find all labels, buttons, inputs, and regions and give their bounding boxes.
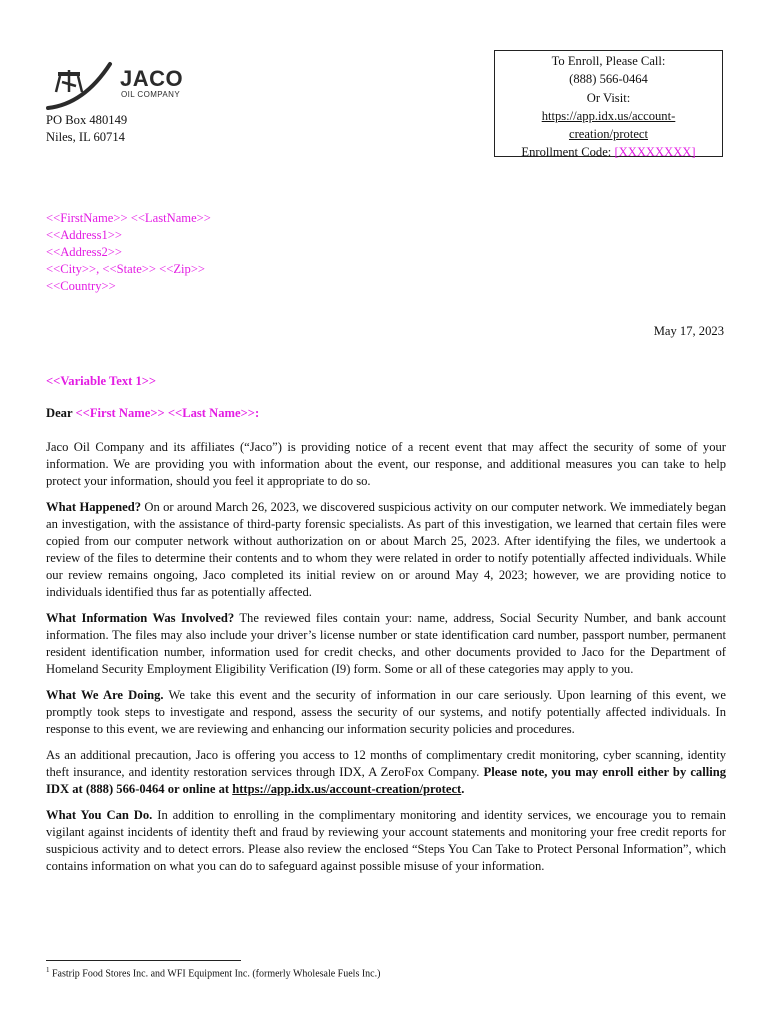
enroll-url-link[interactable]: https://app.idx.us/account- xyxy=(541,108,676,123)
precaution-enroll-link[interactable]: https://app.idx.us/account-creation/protect xyxy=(232,782,462,796)
text-what-happened: On or around March 26, 2023, we discovered suspicious activity on our computer network. We immediately began an investigation, with the assistance of third-party forensic specialists. As part of this investigation, we learned that certain files were copied from our computer network without authorization on or about March 25, 2023. After identifying the files, we undertook a review of the files to determine their contents and to whom they were related in order to notify potentially affected individuals. While our review remains ongoing, Jaco completed its initial review on or around May 4, 2023; however, we are providing notice to individuals identified thus far as potentially affected. xyxy=(46,500,726,599)
paragraph-precaution xyxy=(46,747,726,798)
enrollment-code-label: Enrollment Code: xyxy=(521,145,615,160)
recipient-address2: <<Address2>> xyxy=(46,245,122,259)
heading-what-happened: What Happened? xyxy=(46,500,142,514)
footnote-text: Fastrip Food Stores Inc. and WFI Equipment Inc. (formerly Wholesale Fuels Inc.) xyxy=(49,968,381,980)
logo-subtitle: OIL COMPANY xyxy=(121,90,181,99)
enroll-phone: (888) 566-0464 xyxy=(569,72,648,87)
enroll-url-link-cont[interactable]: creation/protect xyxy=(568,127,649,142)
text-information-involved: The reviewed files contain your: name, address, Social Security Number, and bank account information. The files may also include your driver’s license number or state identification card number, passport number, permanent resident identification number, information used for credit checks, and other documents provided to Jaco for the Department of Homeland Security Employment Eligibility Verification (I9) form. Some or all of these categories may apply to you. xyxy=(46,611,726,676)
variable-text: <<Variable Text 1>> xyxy=(46,374,157,388)
sender-line: PO Box 480149 xyxy=(46,113,128,127)
enrollment-box xyxy=(494,50,723,160)
text-what-you-can-do: In addition to enrolling in the complimentary monitoring and identity services, we encourage you to remain vigilant against incidents of identity theft and fraud by reviewing your account statements and monitoring your free credit reports for suspicious activity and to detect errors. Please also review the enclosed “Steps You Can Take to Protect Personal Information”, which contains information on what you can do to safeguard against possible misuse of your information. xyxy=(46,808,726,873)
footnote-divider xyxy=(46,960,241,961)
text-precaution-note: Please note, you may enroll either by calling IDX at (888) 566-0464 or online at xyxy=(46,765,726,796)
recipient-country: <<Country>> xyxy=(46,279,116,293)
paragraph-what-happened xyxy=(46,499,726,601)
heading-what-we-are-doing: What We Are Doing. xyxy=(46,688,164,702)
text-precaution-end: . xyxy=(461,782,465,796)
enrollment-code xyxy=(495,143,722,161)
salutation-name: <<First Name>> <<Last Name>>: xyxy=(75,406,260,420)
paragraph-what-you-can-do xyxy=(46,807,726,875)
enroll-call-label: To Enroll, Please Call: xyxy=(551,54,666,68)
heading-information-involved: What Information Was Involved? xyxy=(46,611,235,625)
recipient-address xyxy=(46,210,211,295)
salutation xyxy=(46,406,259,421)
recipient-address1: <<Address1>> xyxy=(46,228,122,242)
paragraph-information-involved xyxy=(46,610,726,678)
footnote xyxy=(46,966,380,979)
sender-address xyxy=(46,112,127,146)
letter-date: May 17, 2023 xyxy=(653,324,724,338)
logo-wordmark: JACO xyxy=(120,66,184,91)
enroll-visit-label: Or Visit: xyxy=(586,90,631,105)
paragraph-what-we-are-doing xyxy=(46,687,726,738)
heading-what-you-can-do: What You Can Do. xyxy=(46,808,153,822)
salutation-dear: Dear xyxy=(46,406,76,420)
text-precaution: As an additional precaution, Jaco is offering you access to 12 months of complimentary credit monitoring, cyber scanning, identity theft insurance, and identity restoration services through IDX, A ZeroFox Company. xyxy=(46,748,726,779)
letter-body xyxy=(46,439,726,884)
recipient-city-state-zip: <<City>>, <<State>> <<Zip>> xyxy=(46,262,206,276)
text-what-we-are-doing: We take this event and the security of information in our care seriously. Upon learning of this event, we promptly took steps to investigate and respond, assess the security of our systems, and notify potentially affected individuals. In response to this event, we are reviewing and enhancing our information security policies and procedures. xyxy=(46,688,726,736)
sender-line: Niles, IL 60714 xyxy=(46,130,125,144)
recipient-name: <<FirstName>> <<LastName>> xyxy=(46,211,211,225)
footnote-marker: 1 xyxy=(46,966,50,974)
enrollment-code-value: [XXXXXXXX] xyxy=(614,145,696,160)
paragraph-intro: Jaco Oil Company and its affiliates (“Jaco”) is providing notice of a recent event that may affect the security of some of your information. We are providing you with information about the event, our response, and additional measures you can take to help protect your information, should you feel it appropriate to do so. xyxy=(46,440,726,488)
